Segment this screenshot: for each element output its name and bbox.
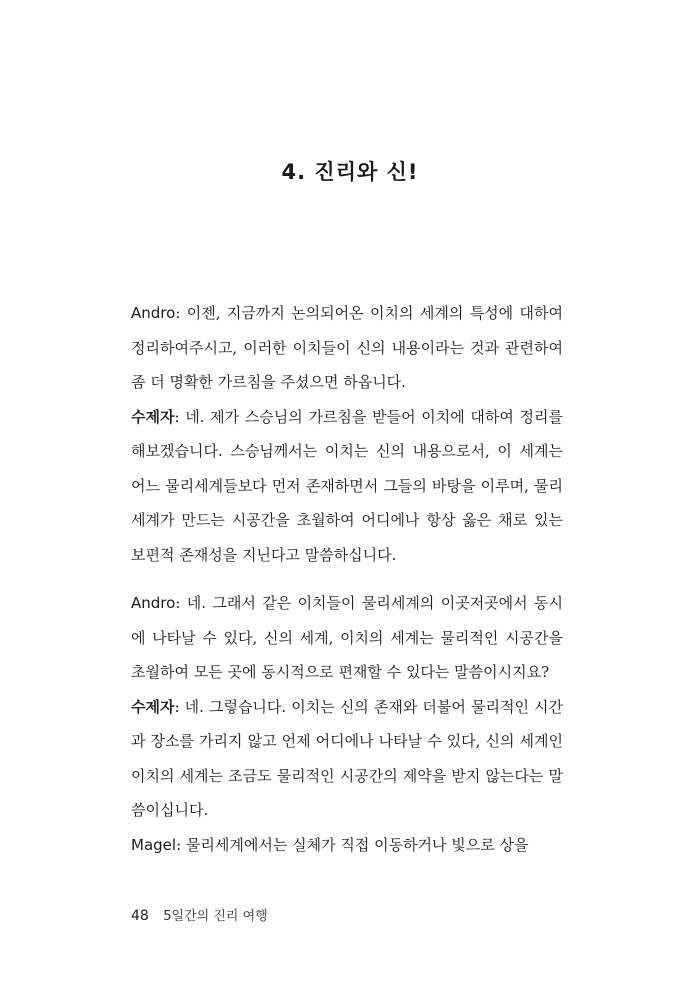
speaker-name: 수제자 xyxy=(131,407,175,426)
running-book-title: 5일간의 진리 여행 xyxy=(163,909,268,924)
dialogue-paragraph xyxy=(131,586,563,690)
speaker-name: Andro xyxy=(131,594,176,612)
speaker-separator: : xyxy=(174,697,185,716)
dialogue-text: 이젠, 지금까지 논의되어온 이치의 세계의 특성에 대하여 정리하여주시고, 이러한 이치들이 신의 내용이라는 것과 관련하여 좀 더 명확한 가르침을 주셨으면 하옵니다. xyxy=(131,304,564,391)
page-footer xyxy=(131,905,268,924)
dialogue-body xyxy=(131,296,563,862)
dialogue-text: 물리세계에서는 실체가 직접 이동하거나 빛으로 상을 xyxy=(185,835,529,854)
dialogue-paragraph xyxy=(131,690,563,828)
speaker-separator: : xyxy=(175,304,187,322)
dialogue-paragraph xyxy=(131,400,563,573)
speaker-name: Andro xyxy=(131,304,176,322)
chapter-title: 4. 진리와 신! xyxy=(281,160,419,185)
speaker-separator: : xyxy=(174,407,186,426)
speaker-separator: : xyxy=(176,835,186,854)
speaker-name: 수제자 xyxy=(131,697,175,716)
dialogue-paragraph xyxy=(131,296,563,400)
dialogue-text: 네. 그렇습니다. 이치는 신의 존재와 더불어 물리적인 시간과 장소를 가리지 않고 언제 어디에나 나타날 수 있다, 신의 세계인 이치의 세계는 조금도 물리적인 시공간의 제약을 받지 않는다는 말씀이십니다. xyxy=(131,697,563,819)
speaker-name: Magel xyxy=(131,835,177,854)
dialogue-text: 네. 제가 스승님의 가르침을 받들어 이치에 대하여 정리를 해보겠습니다. 스승님께서는 이치는 신의 내용으로서, 이 세계는 어느 물리세계들보다 먼저 존재하면서 그들의 바탕을 이루며, 물리세계가 만드는 시공간을 초월하여 어디에나 항상 옳은 채로 있는 보편적 존재성을 지닌다고 말씀하십니다. xyxy=(131,407,563,564)
speaker-separator: : xyxy=(175,594,187,612)
page-number: 48 xyxy=(131,908,149,924)
dialogue-paragraph xyxy=(131,828,563,863)
dialogue-text: 네. 그래서 같은 이치들이 물리세계의 이곳저곳에서 동시에 나타날 수 있다, 신의 세계, 이치의 세계는 물리적인 시공간을 초월하여 모든 곳에 동시적으로 편재할 수 있다는 말씀이시지요? xyxy=(131,594,564,681)
